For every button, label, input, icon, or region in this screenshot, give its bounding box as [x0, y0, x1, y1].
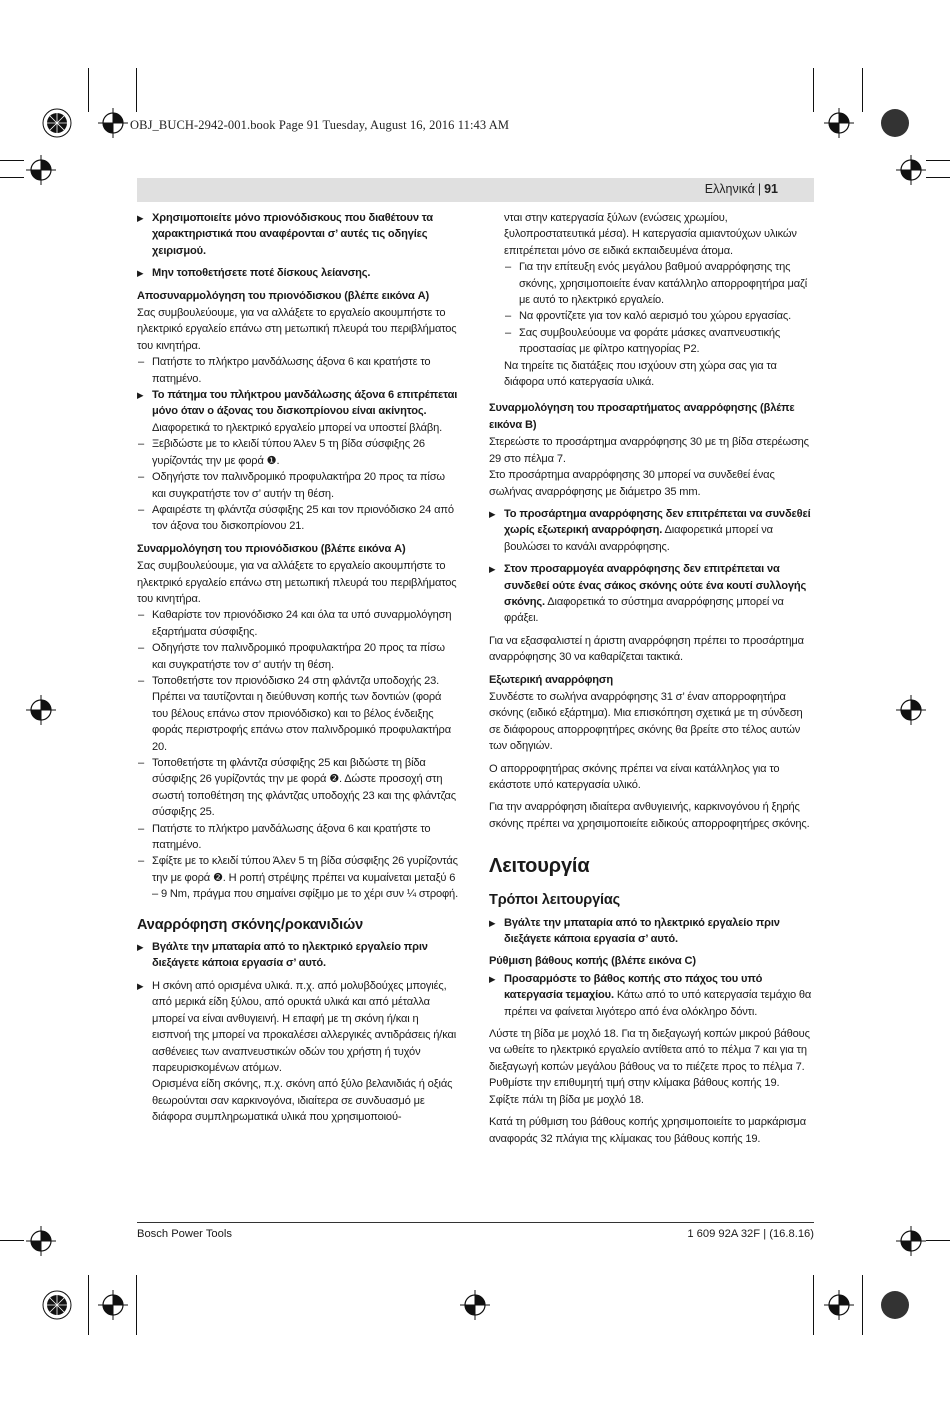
- subheading: Ρύθμιση βάθους κοπής (βλέπε εικόνα C): [489, 955, 696, 968]
- crop-mark: [0, 160, 24, 161]
- info-bullet: ▶ Η σκόνη από ορισμένα υλικά. π.χ. από μολυβδούχες μπογιές, από μερικά είδη ξύλου, από ορυκτά υλικά και από μέταλλα μπορεί να είναι ανθυγιεινή. Η επαφή με τη σκόνη ή/και η εισπνοή της μπορεί να προκαλέσει αλλεργικές αντιδράσεις ή/και ασθένειες των αναπνευστικών οδών του χρήστη ή τυχόν παρευρισκομένων ατόμων.: [137, 978, 460, 1076]
- crop-mark: [813, 1275, 814, 1335]
- list-item: – Να φροντίζετε για τον καλό αερισμό του χώρου εργασίας.: [504, 308, 812, 324]
- paragraph: Ο απορροφητήρας σκόνης πρέπει να είναι κατάλληλος για το εκάστοτε υπό κατεργασία υλικό.: [489, 762, 780, 791]
- step-item: – Οδηγήστε τον παλινδρομικό προφυλακτήρα 20 προς τα πίσω και συγκρατήστε τον σ’ αυτήν τη θέση.: [137, 640, 460, 673]
- chapter-heading: Λειτουργία: [489, 855, 590, 878]
- crop-mark: [926, 177, 950, 178]
- paragraph: Για να εξασφαλιστεί η άριστη αναρρόφηση πρέπει το προσάρτημα αναρρόφησης 30 να καθαρίζεται τακτικά.: [489, 634, 804, 664]
- subheading: Εξωτερική αναρρόφηση: [489, 673, 613, 686]
- crop-mark: [0, 1240, 24, 1241]
- warning-bullet: ▶ Βγάλτε την μπαταρία από το ηλεκτρικό εργαλείο πριν διεξάγετε κάποια εργασία σ’ αυτό.: [137, 939, 460, 972]
- warning-bullet: ▶ Προσαρμόστε το βάθος κοπής στο πάχος του υπό κατεργασία τεμαχίου. Κάτω από το υπό κατεργασία τεμάχιο θα πρέπει να φαίνεται λιγότερο από ένα ολόκληρο δόντι.: [489, 971, 812, 1020]
- warning-bullet: ▶ Το προσάρτημα αναρρόφησης δεν επιτρέπεται να συνδεθεί χωρίς εξωτερική αναρρόφηση. Διαφορετικά μπορεί να βουλώσει το κανάλι αναρρόφησης.: [489, 506, 812, 555]
- footer-doc-number: 1 609 92A 32F | (16.8.16): [687, 1228, 814, 1240]
- crosshair-mark-icon: [98, 1290, 128, 1320]
- crop-mark: [926, 160, 950, 161]
- warning-bullet: ▶ Μην τοποθετήσετε ποτέ δίσκους λείανσης.: [137, 265, 460, 281]
- footer-divider: [137, 1222, 814, 1223]
- paragraph: Λύστε τη βίδα με μοχλό 18. Για τη διεξαγωγή κοπών μικρού βάθους να ωθείτε το ηλεκτρικό εργαλείο αντίθετα από το πέλμα 7 και για τη διεξαγωγή κοπών μεγάλου βάθους να το πιέζετε προς το πέλμα 7. Ρυθμίστε την επιθυμητή τιμή στην κλίμακα βάθους κοπής 19. Σφίξτε πάλι τη βίδα με μοχλό 18.: [489, 1028, 810, 1106]
- registration-mark-icon: [42, 1290, 72, 1320]
- crop-mark: [136, 1275, 137, 1335]
- warning-bullet: ▶ Χρησιμοποιείτε μόνο πριονόδισκους που διαθέτουν τα χαρακτηριστικά που αναφέρονται σ’ αυτές τις οδηγίες χειρισμού.: [137, 210, 460, 259]
- left-column: [137, 210, 460, 1126]
- step-item: – Πατήστε το πλήκτρο μανδάλωσης άξονα 6 και κρατήστε το πατημένο.: [137, 821, 460, 854]
- crosshair-mark-icon: [26, 1226, 56, 1256]
- paragraph: Κατά τη ρύθμιση του βάθους κοπής χρησιμοποιείτε το μαρκάρισμα αναφοράς 32 πλάγια της κλίμακας του βάθους κοπής 19.: [489, 1116, 807, 1145]
- page-number: 91: [764, 182, 778, 196]
- step-item: – Σφίξτε με το κλειδί τύπου Άλεν 5 τη βίδα σύσφιξης 26 γυρίζοντάς την με φορά ❷. Η ροπή στρέψης πρέπει να κυμαίνεται μεταξύ 6 – 9 Nm, πράγμα που σημαίνει σφίξιμο με το χέρι συν ¼ στροφή.: [137, 853, 460, 902]
- crop-mark: [862, 68, 863, 112]
- crosshair-mark-icon: [896, 695, 926, 725]
- paragraph: Σας συμβουλεύουμε, για να αλλάξετε το εργαλείο ακουμπήστε το ηλεκτρικό εργαλείο επάνω στη μετωπική πλευρά του περιβλήματος του κινητήρα.: [137, 560, 457, 605]
- crop-mark: [862, 1275, 863, 1335]
- step-item: – Τοποθετήστε τον πριονόδισκο 24 στη φλάντζα υποδοχής 23. Πρέπει να ταυτίζονται η διεύθυνση κοπής των δοντιών (φορά του βέλους επάνω στον πριονόδισκο) και το βέλος ένδειξης φοράς περιστροφής επάνω στον παλινδρομικό προφυλακτήρα 20.: [137, 673, 460, 755]
- crosshair-mark-icon: [460, 1290, 490, 1320]
- registration-mark-icon: [42, 108, 72, 138]
- paragraph: Συνδέστε το σωλήνα αναρρόφησης 31 σ’ έναν απορροφητήρα σκόνης (ειδικό εξάρτημα). Μια επισκόπηση σχετικά με τη σύνδεση σε διάφορους απορροφητήρες σκόνης θα βρείτε στο τέλος αυτών των οδηγιών.: [489, 690, 803, 753]
- step-item: – Τοποθετήστε τη φλάντζα σύσφιξης 25 και βιδώστε τη βίδα σύσφιξης 26 γυρίζοντάς την με φορά ❷. Δώστε προσοχή στη σωστή τοποθέτηση της φλάντζας υποδοχής 23 και της φλάντζας σύσφιξης 25.: [137, 755, 460, 821]
- warning-bullet: ▶ Στον προσαρμογέα αναρρόφησης δεν επιτρέπεται να συνδεθεί ούτε ένας σάκος σκόνης ούτε ένα κουτί συλλογής σκόνης. Διαφορετικά το σύστημα αναρρόφησης μπορεί να φράξει.: [489, 561, 812, 627]
- step-item: – Καθαρίστε τον πριονόδισκο 24 και όλα τα υπό συναρμολόγηση εξαρτήματα σύσφιξης.: [137, 607, 460, 640]
- paragraph: Να τηρείτε τις διατάξεις που ισχύουν στη χώρα σας για τα διάφορα υπό κατεργασία υλικά.: [504, 359, 777, 389]
- crop-mark: [88, 1275, 89, 1335]
- warning-bullet: ▶ Το πάτημα του πλήκτρου μανδάλωσης άξονα 6 επιτρέπεται μόνο όταν ο άξονας του δισκοπρίονου είναι ακίνητος. Διαφορετικά το ηλεκτρικό εργαλείο μπορεί να υποστεί βλάβη.: [137, 387, 460, 436]
- crosshair-mark-icon: [896, 155, 926, 185]
- paragraph: Σας συμβουλεύουμε, για να αλλάξετε το εργαλείο ακουμπήστε το ηλεκτρικό εργαλείο επάνω στη μετωπική πλευρά του περιβλήματος του κινητήρα.: [137, 307, 457, 352]
- crop-mark: [926, 1240, 950, 1241]
- warning-bullet: ▶ Βγάλτε την μπαταρία από το ηλεκτρικό εργαλείο πριν διεξάγετε κάποια εργασία σ’ αυτό.: [489, 915, 812, 948]
- crop-mark: [813, 68, 814, 112]
- step-item: – Ξεβιδώστε με το κλειδί τύπου Άλεν 5 τη βίδα σύσφιξης 26 γυρίζοντάς την με φορά ❶.: [137, 436, 460, 469]
- book-header: OBJ_BUCH-2942-001.book Page 91 Tuesday, August 16, 2016 11:43 AM: [130, 118, 510, 132]
- section-heading: Αναρρόφηση σκόνης/ροκανιδιών: [137, 916, 363, 933]
- crop-mark: [88, 68, 89, 112]
- crosshair-mark-icon: [26, 155, 56, 185]
- subheading: Συναρμολόγηση του προσαρτήματος αναρρόφησης (βλέπε εικόνα B): [489, 402, 795, 431]
- section-heading: Τρόποι λειτουργίας: [489, 892, 621, 909]
- paragraph: Για την αναρρόφηση ιδιαίτερα ανθυγιεινής, καρκινογόνου ή ξηρής σκόνης πρέπει να χρησιμοποιείτε ειδικούς απορροφητήρες σκόνης.: [489, 801, 810, 830]
- registration-mark-icon: [880, 108, 910, 138]
- subheading: Αποσυναρμολόγηση του πριονόδισκου (βλέπε εικόνα A): [137, 289, 429, 302]
- page-header-title: Ελληνικά | 91: [704, 182, 778, 196]
- registration-mark-icon: [880, 1290, 910, 1320]
- crop-mark: [0, 177, 24, 178]
- step-item: – Αφαιρέστε τη φλάντζα σύσφιξης 25 και τον πριονόδισκο 24 από τον άξονα του δισκοπρίονου 21.: [137, 502, 460, 535]
- paragraph: Στο προσάρτημα αναρρόφησης 30 μπορεί να συνδεθεί ένας σωλήνας αναρρόφησης με διάμετρο 35 mm.: [489, 469, 775, 498]
- crosshair-mark-icon: [26, 695, 56, 725]
- footer-publisher: Bosch Power Tools: [137, 1228, 232, 1240]
- paragraph: Ορισμένα είδη σκόνης, π.χ. σκόνη από ξύλο βελανιδιάς ή οξιάς θεωρούνται σαν καρκινογόνα, ιδιαίτερα σε συνδυασμό με διάφορα συμπληρωματικά υλικά που χρησιμοποιού-: [152, 1078, 453, 1124]
- step-item: – Οδηγήστε τον παλινδρομικό προφυλακτήρα 20 προς τα πίσω και συγκρατήστε τον σ’ αυτήν τη θέση.: [137, 469, 460, 502]
- list-item: – Σας συμβουλεύουμε να φοράτε μάσκες αναπνευστικής προστασίας με φίλτρο κατηγορίας P2.: [504, 325, 812, 358]
- page-header: [137, 178, 814, 202]
- crosshair-mark-icon: [98, 108, 128, 138]
- crosshair-mark-icon: [824, 108, 854, 138]
- right-column: [489, 210, 812, 1147]
- paragraph: νται στην κατεργασία ξύλων (ενώσεις χρωμίου, ξυλοπροστατευτικά μέσα). Η κατεργασία αμιαντούχων υλικών επιτρέπεται μόνο σε ειδικά εκπαιδευμένα άτομα.: [504, 212, 797, 257]
- crop-mark: [136, 68, 137, 112]
- paragraph: Στερεώστε το προσάρτημα αναρρόφησης 30 με τη βίδα στερέωσης 29 στο πέλμα 7.: [489, 436, 809, 465]
- crosshair-mark-icon: [824, 1290, 854, 1320]
- crosshair-mark-icon: [896, 1226, 926, 1256]
- subheading: Συναρμολόγηση του πριονόδισκου (βλέπε εικόνα A): [137, 542, 406, 555]
- step-item: – Πατήστε το πλήκτρο μανδάλωσης άξονα 6 και κρατήστε το πατημένο.: [137, 354, 460, 387]
- list-item: – Για την επίτευξη ενός μεγάλου βαθμού αναρρόφησης της σκόνης, χρησιμοποιείτε έναν κατάλληλο απορροφητήρα μαζί με αυτό το ηλεκτρικό εργαλείο.: [504, 259, 812, 308]
- language-label: Ελληνικά: [704, 182, 755, 196]
